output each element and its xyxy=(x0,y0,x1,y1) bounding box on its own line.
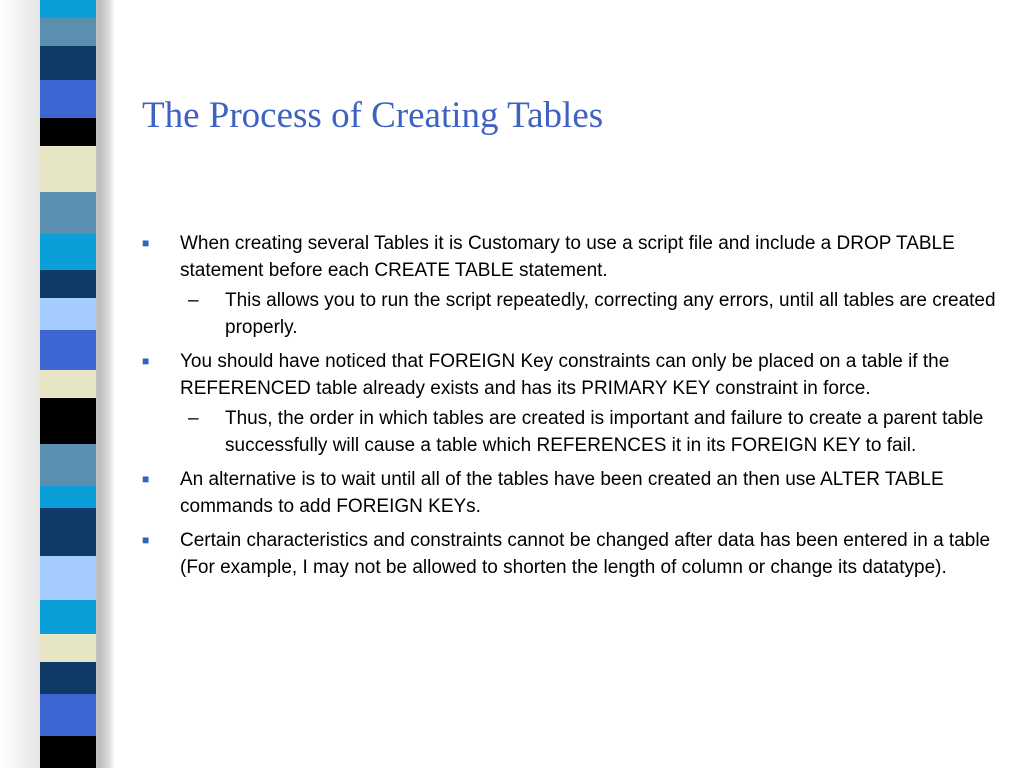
bullet-text: You should have noticed that FOREIGN Key constraints can only be placed on a table if the REFERENCED table already exists and has its PRIMARY KEY constraint in force. xyxy=(180,351,950,399)
band-3 xyxy=(40,46,96,80)
band-15 xyxy=(40,486,96,508)
band-14 xyxy=(40,444,96,486)
band-16 xyxy=(40,508,96,556)
band-6 xyxy=(40,146,96,192)
bullet-text: An alternative is to wait until all of the tables have been created an then use ALTER TABLE commands to add FOREIGN KEYs. xyxy=(180,469,944,517)
sub-bullet-item xyxy=(188,287,1002,341)
band-13 xyxy=(40,398,96,444)
sub-bullet-text: This allows you to run the script repeatedly, correcting any errors, until all tables are created properly. xyxy=(225,290,996,338)
band-18 xyxy=(40,600,96,634)
band-21 xyxy=(40,694,96,736)
square-bullet-icon: ■ xyxy=(142,533,150,547)
bullet-list xyxy=(142,230,1002,581)
band-9 xyxy=(40,270,96,298)
bullet-item xyxy=(142,348,1002,459)
band-17 xyxy=(40,556,96,600)
decorative-side-strip xyxy=(0,0,115,768)
band-4 xyxy=(40,80,96,118)
sub-bullet-text: Thus, the order in which tables are created is important and failure to create a parent table successfully will cause a table which REFERENCES it in its FOREIGN KEY to fail. xyxy=(225,408,984,456)
band-22 xyxy=(40,736,96,768)
band-10 xyxy=(40,298,96,330)
dash-bullet-icon: – xyxy=(188,408,199,429)
band-8 xyxy=(40,234,96,270)
sub-bullet-list xyxy=(180,405,1002,459)
band-5 xyxy=(40,118,96,146)
square-bullet-icon: ■ xyxy=(142,472,150,486)
bullet-text: When creating several Tables it is Customary to use a script file and include a DROP TABLE statement before each CREATE TABLE statement. xyxy=(180,233,955,281)
bullet-item xyxy=(142,466,1002,520)
band-7 xyxy=(40,192,96,234)
sub-bullet-item xyxy=(188,405,1002,459)
dash-bullet-icon: – xyxy=(188,290,199,311)
colored-band-column xyxy=(40,0,96,768)
square-bullet-icon: ■ xyxy=(142,354,150,368)
square-bullet-icon: ■ xyxy=(142,236,150,250)
bullet-item xyxy=(142,230,1002,341)
sub-bullet-list xyxy=(180,287,1002,341)
band-20 xyxy=(40,662,96,694)
bullet-item xyxy=(142,527,1002,581)
band-1 xyxy=(40,0,96,18)
band-11 xyxy=(40,330,96,370)
band-19 xyxy=(40,634,96,662)
slide-content xyxy=(142,230,1002,588)
band-2 xyxy=(40,18,96,46)
band-12 xyxy=(40,370,96,398)
bullet-text: Certain characteristics and constraints cannot be changed after data has been entered in a table (For example, I may not be allowed to shorten the length of column or change its datatype). xyxy=(180,530,991,578)
slide-title: The Process of Creating Tables xyxy=(142,95,604,136)
